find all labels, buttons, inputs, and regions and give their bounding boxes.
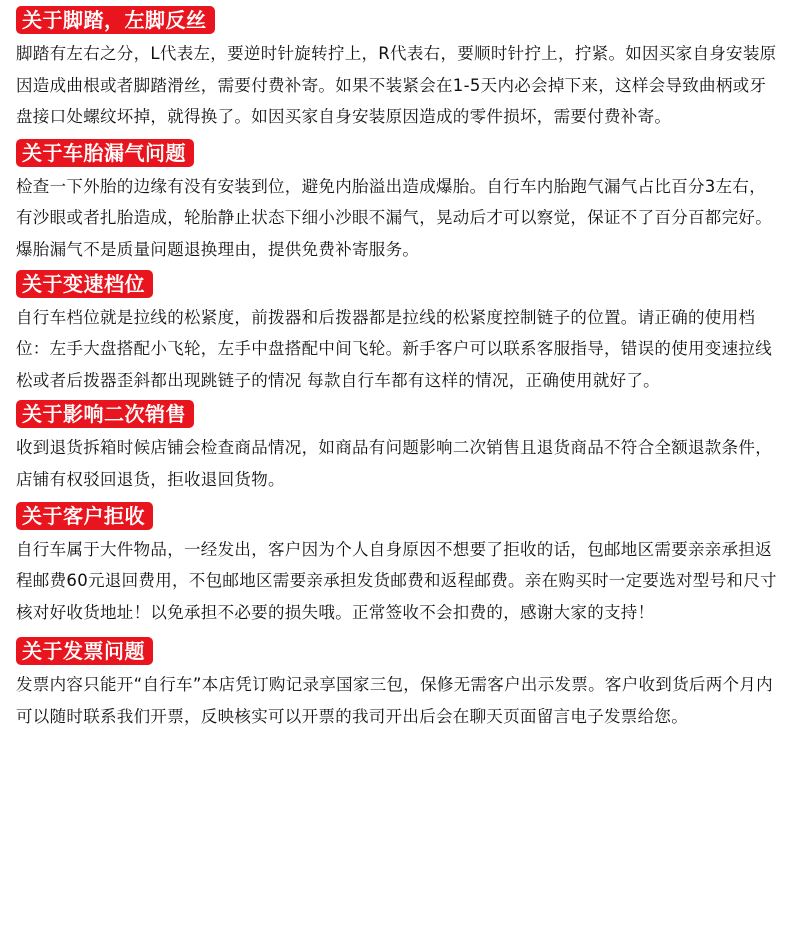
section-body: 脚踏有左右之分，L代表左，要逆时针旋转拧上，R代表右，要顺时针拧上，拧紧。如因买家自身安装原因造成曲根或者脚踏滑丝，需要付费补寄。如果不装紧会在1-5天内必会掉下来，这样会导致曲柄或牙盘接口处螺纹坏掉，就得换了。如因买家自身安装原因造成的零件损坏，需要付费补寄。: [16, 44, 777, 127]
section-body: 检查一下外胎的边缘有没有安装到位，避免内胎溢出造成爆胎。自行车内胎跑气漏气占比百分3左右，有沙眼或者扎胎造成，轮胎静止状态下细小沙眼不漏气，晃动后才可以察觉，保证不了百分百都完好。爆胎漏气不是质量问题退换理由，提供免费补寄服务。: [16, 176, 772, 259]
section-refusal: [16, 502, 780, 629]
section-tire-leak: [16, 139, 780, 266]
section-heading: 关于车胎漏气问题: [16, 139, 194, 167]
section-resale: [16, 400, 780, 495]
section-body: 收到退货拆箱时候店铺会检查商品情况，如商品有问题影响二次销售且退货商品不符合全额退款条件，店铺有权驳回退货，拒收退回货物。: [16, 438, 772, 489]
section-heading: 关于发票问题: [16, 637, 153, 665]
section-heading: 关于变速档位: [16, 270, 153, 298]
section-body: 发票内容只能开“自行车”本店凭订购记录享国家三包，保修无需客户出示发票。客户收到货后两个月内可以随时联系我们开票，反映核实可以开票的我司开出后会在聊天页面留言电子发票给您。: [16, 675, 773, 726]
section-gears: [16, 270, 780, 397]
section-invoice: [16, 637, 780, 732]
section-heading: 关于脚踏，左脚反丝: [16, 6, 215, 34]
section-heading: 关于影响二次销售: [16, 400, 194, 428]
section-body: 自行车属于大件物品，一经发出，客户因为个人自身原因不想要了拒收的话，包邮地区需要亲亲承担返程邮费60元退回费用，不包邮地区需要亲承担发货邮费和返程邮费。亲在购买时一定要选对型号和尺寸核对好收货地址！以免承担不必要的损失哦。正常签收不会扣费的，感谢大家的支持！: [16, 539, 777, 622]
section-body: 自行车档位就是拉线的松紧度，前拨器和后拨器都是拉线的松紧度控制链子的位置。请正确的使用档位：左手大盘搭配小飞轮，左手中盘搭配中间飞轮。新手客户可以联系客服指导，错误的使用变速拉线松或者后拨器歪斜都出现跳链子的情况 每款自行车都有这样的情况，正确使用就好了。: [16, 307, 772, 390]
section-pedals: [16, 6, 780, 133]
section-heading: 关于客户拒收: [16, 502, 153, 530]
